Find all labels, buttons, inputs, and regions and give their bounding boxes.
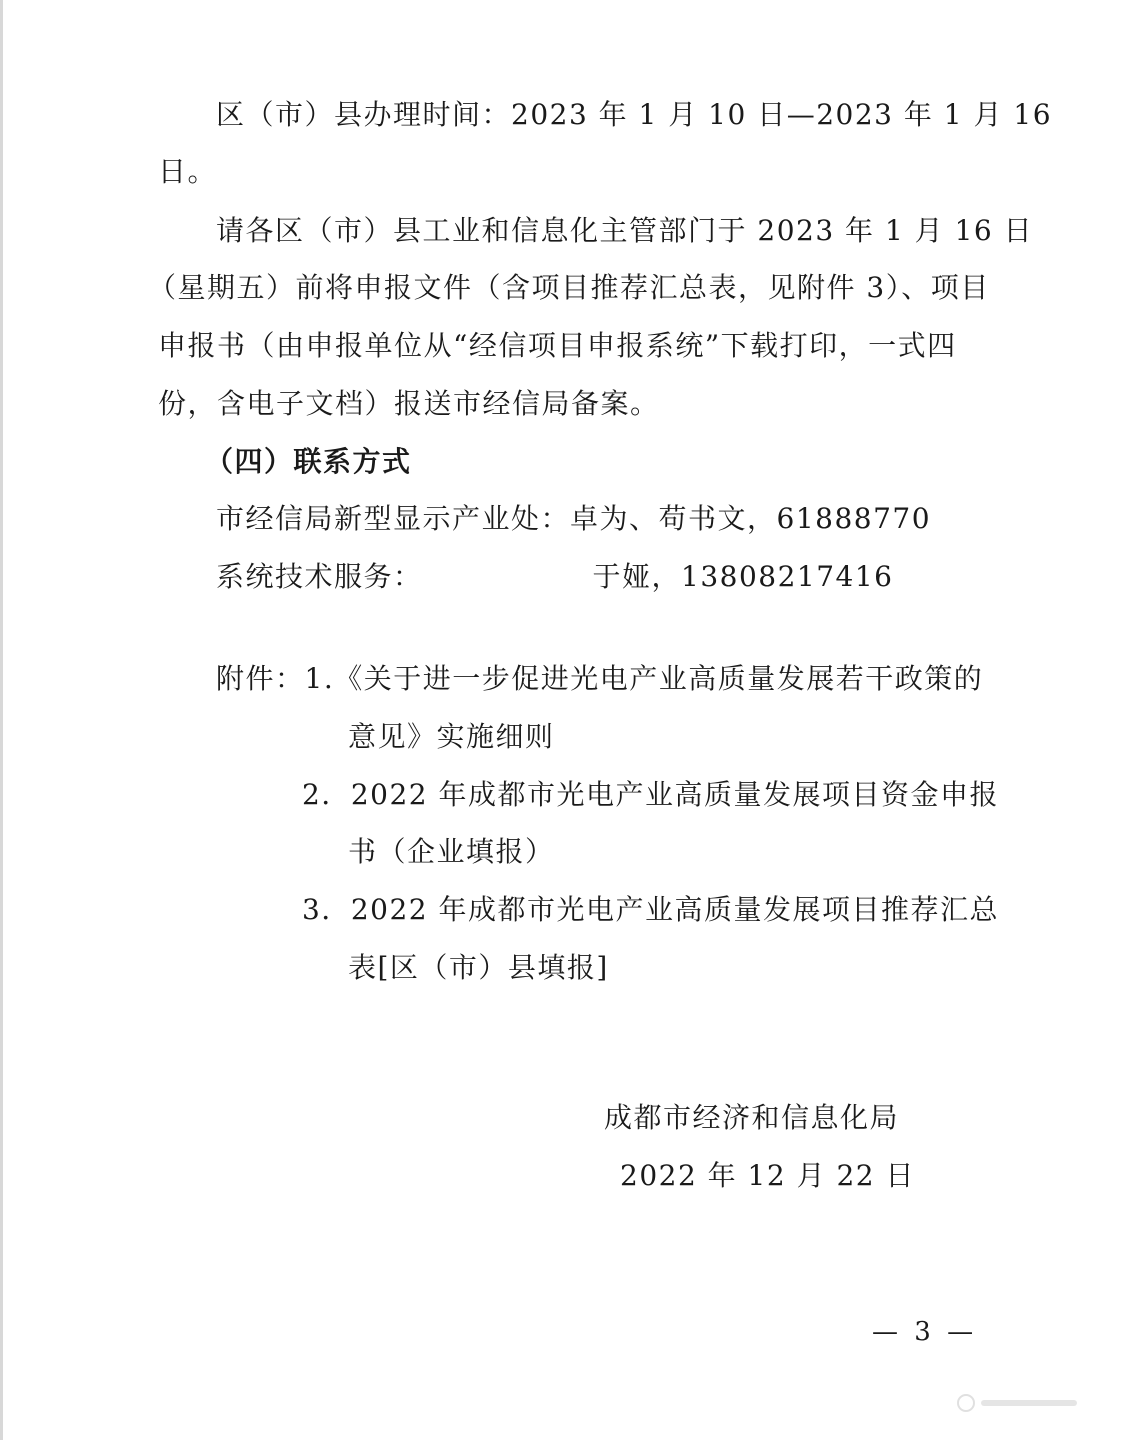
contact-value: 卓为、苟书文，61888770 [570, 502, 932, 535]
body-line-3: 请各区（市）县工业和信息化主管部门于 2023 年 1 月 16 日 [216, 214, 1034, 247]
watermark-icon [955, 1392, 1085, 1414]
attachment-2-line-2: 书（企业填报） [348, 835, 555, 868]
contact-label: 市经信局新型显示产业处： [216, 502, 571, 535]
contact-row-2 [216, 557, 893, 597]
page-edge [0, 0, 3, 1440]
attachment-3-line-2: 表[区（市）县填报] [348, 951, 609, 984]
contact-label: 系统技术服务： [216, 560, 423, 593]
attachment-1-line-1 [216, 659, 983, 699]
page-number: — 3 — [872, 1317, 978, 1347]
attachments-prefix: 附件： [216, 662, 305, 695]
body-line-1: 区（市）县办理时间：2023 年 1 月 10 日—2023 年 1 月 16 [216, 98, 1053, 131]
attachment-3-line-1: 3．2022 年成都市光电产业高质量发展项目推荐汇总 [302, 893, 999, 926]
attachment-2-line-1: 2．2022 年成都市光电产业高质量发展项目资金申报 [302, 778, 999, 811]
body-line-6: 份，含电子文档）报送市经信局备案。 [158, 387, 660, 420]
section-heading: （四）联系方式 [205, 445, 412, 478]
attachment-1-line-2: 意见》实施细则 [348, 720, 555, 753]
body-line-4: （星期五）前将申报文件（含项目推荐汇总表，见附件 3）、项目 [148, 271, 990, 304]
body-line-5: 申报书（由申报单位从“经信项目申报系统”下载打印，一式四 [158, 329, 957, 362]
contact-value: 于娅，13808217416 [592, 560, 894, 593]
attachment-1-title: 1.《关于进一步促进光电产业高质量发展若干政策的 [304, 662, 984, 695]
contact-row-1 [216, 499, 931, 539]
signature-organization: 成都市经济和信息化局 [604, 1101, 900, 1134]
signature-date: 2022 年 12 月 22 日 [620, 1159, 916, 1192]
body-line-2: 日。 [158, 155, 218, 188]
